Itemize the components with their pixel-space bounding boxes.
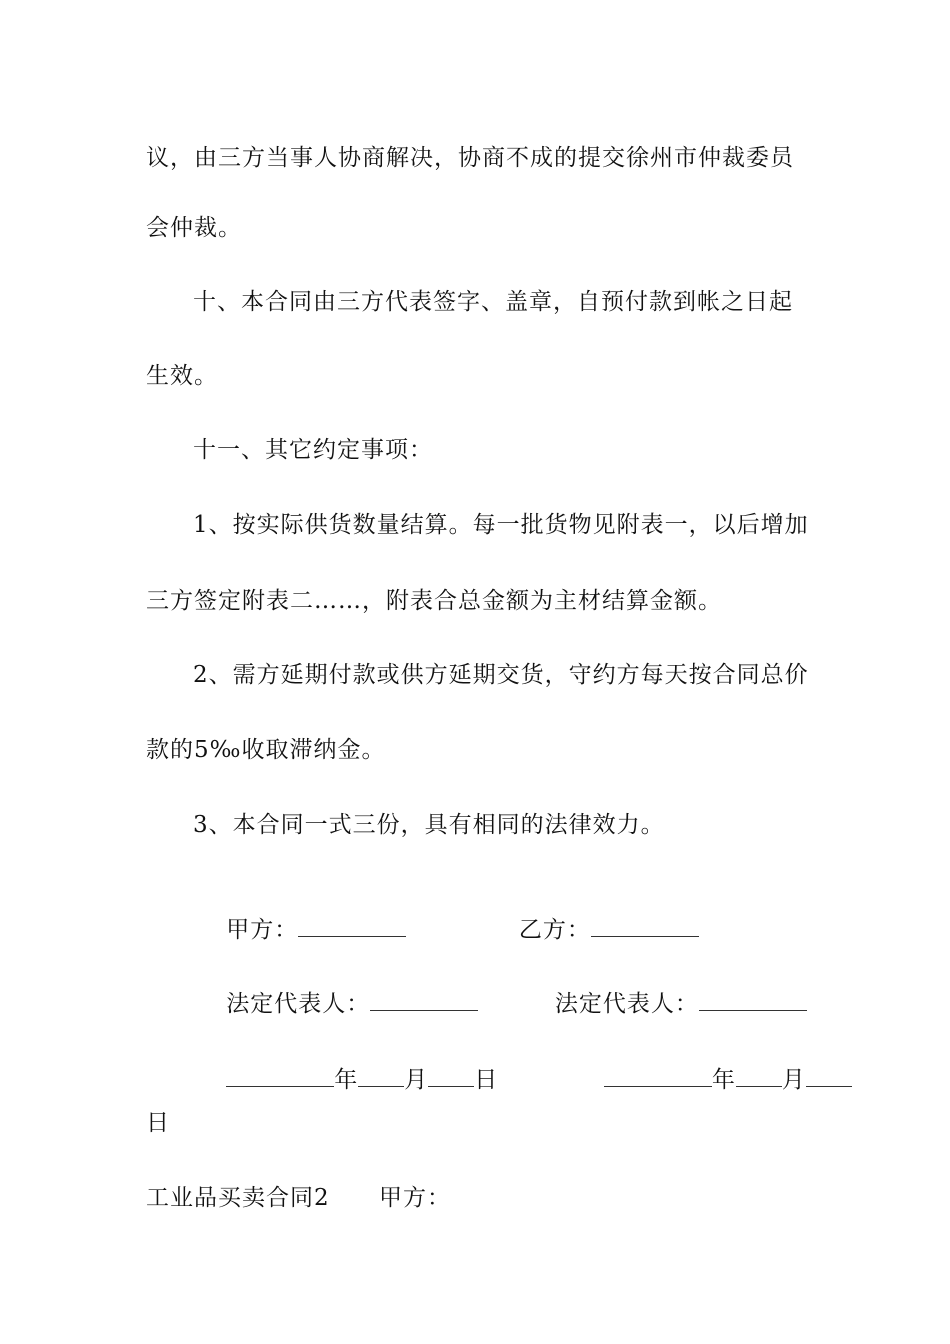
day-b-label: 日 xyxy=(146,1110,170,1136)
item-2: 2、需方延期付款或供方延期交货，守约方每天按合同总价 xyxy=(193,662,809,688)
year-a-blank[interactable] xyxy=(226,1064,334,1087)
party-b-blank[interactable] xyxy=(591,914,699,937)
day-label: 日 xyxy=(474,1067,499,1093)
month-label: 月 xyxy=(404,1067,429,1093)
item-1: 1、按实际供货数量结算。每一批货物见附表一，以后增加 xyxy=(193,512,809,538)
day-a-blank[interactable] xyxy=(428,1064,474,1087)
year-label: 年 xyxy=(711,1067,736,1093)
year-b-blank[interactable] xyxy=(604,1064,712,1087)
date-row xyxy=(193,1034,806,1155)
party-b-label: 乙方： xyxy=(518,917,591,943)
paragraph-line: 生效。 xyxy=(146,363,218,389)
paragraph-line: 会仲裁。 xyxy=(146,215,242,241)
party-a-blank[interactable] xyxy=(298,914,406,937)
rep-b-label: 法定代表人： xyxy=(554,991,699,1017)
paragraph-line: 议，由三方当事人协商解决，协商不成的提交徐州市仲裁委员 xyxy=(146,145,794,171)
month-a-blank[interactable] xyxy=(358,1064,404,1087)
clause-11-heading: 十一、其它约定事项： xyxy=(193,437,433,463)
item-3: 3、本合同一式三份，具有相同的法律效力。 xyxy=(193,812,665,838)
next-party-a-label: 甲方： xyxy=(379,1185,451,1211)
month-label: 月 xyxy=(781,1067,806,1093)
rep-b-blank[interactable] xyxy=(699,988,807,1011)
rep-a-blank[interactable] xyxy=(370,988,478,1011)
day-b-blank[interactable] xyxy=(806,1064,852,1087)
next-contract-title: 工业品买卖合同2 xyxy=(146,1185,330,1211)
month-b-blank[interactable] xyxy=(736,1064,782,1087)
rep-a-label: 法定代表人： xyxy=(226,991,371,1017)
paragraph-line: 款的5‰收取滞纳金。 xyxy=(146,737,386,763)
paragraph-line: 三方签定附表二……，附表合总金额为主材结算金额。 xyxy=(146,588,722,614)
year-label: 年 xyxy=(334,1067,359,1093)
clause-10: 十、本合同由三方代表签字、盖章，自预付款到帐之日起 xyxy=(193,289,793,315)
party-a-label: 甲方： xyxy=(226,917,299,943)
